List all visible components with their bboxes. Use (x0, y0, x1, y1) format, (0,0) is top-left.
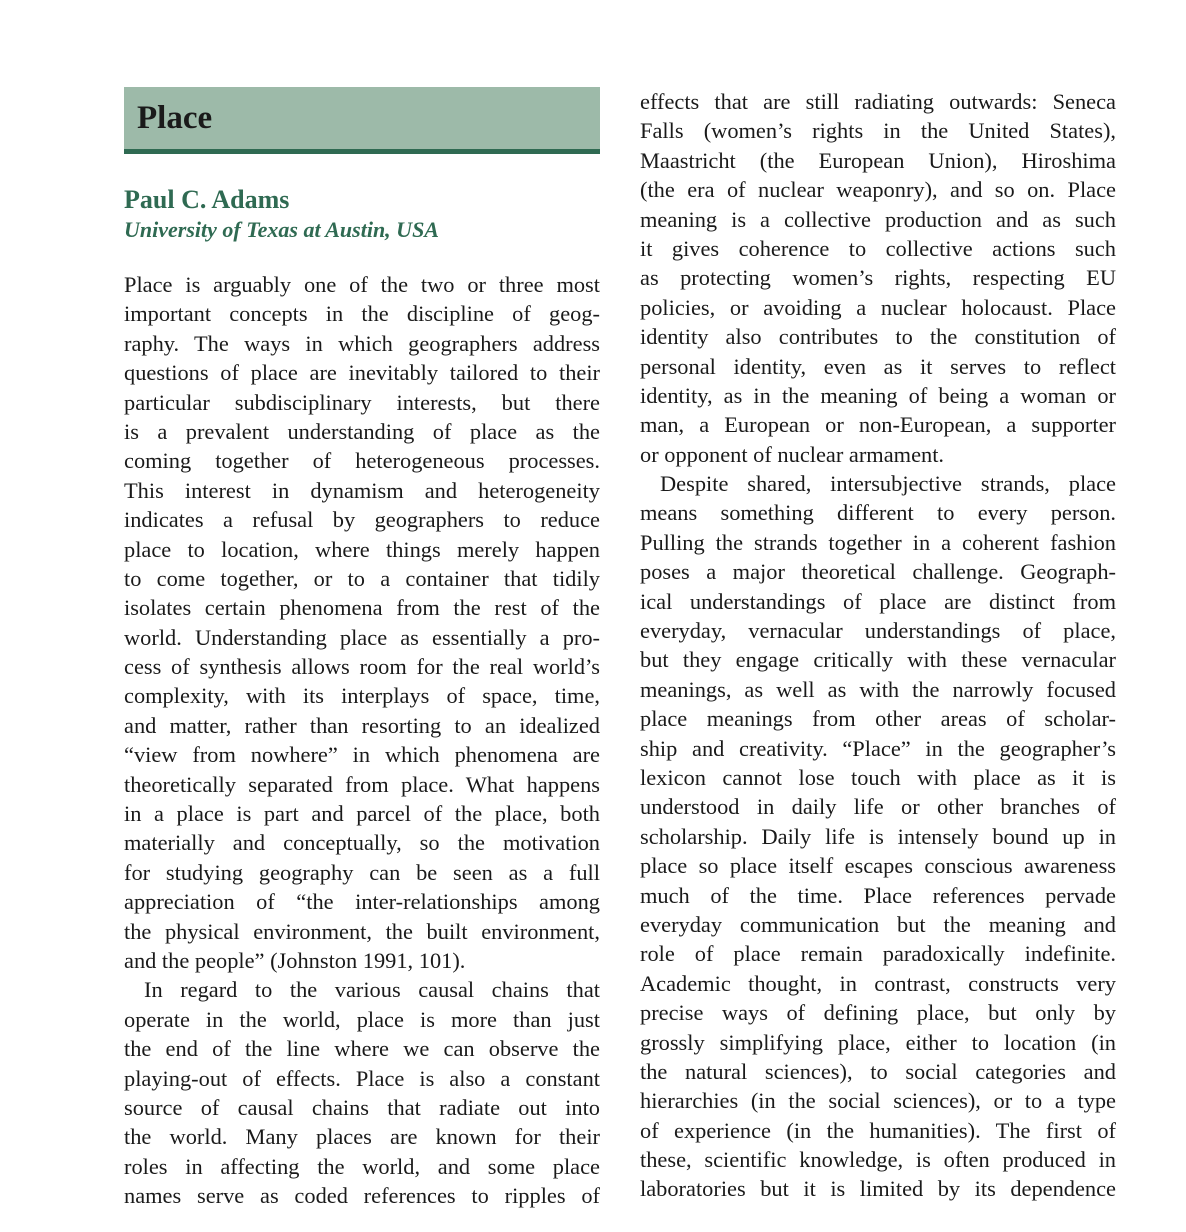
text-line: lexicon cannot lose touch with place as it is (640, 764, 1116, 790)
text-line: particular subdisciplinary interests, but there (124, 389, 600, 415)
text-line: (the era of nuclear weaponry), and so on. Place (640, 177, 1116, 203)
text-line: grossly simplifying place, either to location (in (640, 1029, 1116, 1055)
text-line: Despite shared, intersubjective strands, place (660, 471, 1116, 497)
author-affiliation: University of Texas at Austin, USA (124, 217, 439, 242)
text-line: cess of synthesis allows room for the real world’s (124, 654, 600, 680)
text-line: man, a European or non-European, a supporter (640, 412, 1116, 438)
text-line: in a place is part and parcel of the place, both (124, 801, 600, 827)
text-line: policies, or avoiding a nuclear holocaust. Place (640, 294, 1116, 320)
text-line: everyday, vernacular understandings of place, (640, 618, 1116, 644)
text-line: Pulling the strands together in a coherent fashion (640, 529, 1116, 555)
text-line: role of place remain paradoxically indefinite. (640, 941, 1116, 967)
text-line: for studying geography can be seen as a full (124, 859, 600, 885)
text-line: source of causal chains that radiate out into (124, 1094, 600, 1120)
text-line: precise ways of defining place, but only by (640, 1000, 1116, 1026)
text-line: means something different to every person. (640, 500, 1116, 526)
text-line: the end of the line where we can observe the (124, 1036, 600, 1062)
text-line: ical understandings of place are distinct from (640, 588, 1116, 614)
text-line: everyday communication but the meaning and (640, 911, 1116, 937)
text-line: effects that are still radiating outwards: Seneca (640, 89, 1116, 114)
text-line: Academic thought, in contrast, constructs very (640, 970, 1116, 996)
text-line: place so place itself escapes conscious awareness (640, 853, 1116, 879)
text-line: or opponent of nuclear armament. (640, 441, 945, 467)
text-line: the world. Many places are known for their (124, 1124, 600, 1150)
text-line: “view from nowhere” in which phenomena are (124, 742, 600, 768)
text-line: the physical environment, the built environment, (124, 918, 600, 944)
text-line: playing-out of effects. Place is also a constant (124, 1065, 600, 1091)
text-line: the natural sciences), to social categories and (640, 1058, 1116, 1084)
text-line: ship and creativity. “Place” in the geographer’s (640, 735, 1116, 761)
text-line: Maastricht (the European Union), Hiroshima (640, 147, 1116, 173)
text-line: scholarship. Daily life is intensely bound up in (640, 823, 1116, 849)
text-line: roles in affecting the world, and some place (124, 1153, 600, 1179)
text-line: identity, as in the meaning of being a woman or (640, 382, 1116, 408)
text-line: and matter, rather than resorting to an idealized (124, 712, 600, 738)
text-line: much of the time. Place references pervade (640, 882, 1116, 908)
text-line: to come together, or to a container that tidily (124, 565, 600, 591)
text-line: complexity, with its interplays of space, time, (124, 683, 600, 709)
text-line: of experience (in the humanities). The first of (640, 1117, 1116, 1143)
text-line: it gives coherence to collective actions such (640, 235, 1116, 261)
text-line: laboratories but it is limited by its dependence (640, 1176, 1116, 1202)
text-line: This interest in dynamism and heterogeneity (124, 477, 600, 503)
text-line: isolates certain phenomena from the rest of the (124, 595, 600, 621)
text-line: these, scientific knowledge, is often produced in (640, 1147, 1116, 1173)
text-line: hierarchies (in the social sciences), or to a type (640, 1088, 1116, 1114)
text-line: appreciation of “the inter-relationships among (124, 889, 600, 915)
text-line: as protecting women’s rights, respecting EU (640, 265, 1116, 291)
text-line: meaning is a collective production and as such (640, 206, 1116, 232)
text-line: questions of place are inevitably tailored to their (124, 360, 600, 386)
text-line: and the people” (Johnston 1991, 101). (124, 947, 466, 973)
text-line: but they engage critically with these vernacular (640, 647, 1116, 673)
text-line: place meanings from other areas of scholar- (640, 706, 1116, 732)
text-line: personal identity, even as it serves to reflect (640, 353, 1116, 379)
text-line: identity also contributes to the constitution of (640, 324, 1116, 350)
title-bar (124, 87, 600, 154)
text-line: theoretically separated from place. What happens (124, 771, 600, 797)
right-column (640, 87, 1116, 1204)
text-line: operate in the world, place is more than just (124, 1006, 600, 1032)
text-line: In regard to the various causal chains that (144, 977, 600, 1003)
author-name: Paul C. Adams (124, 185, 290, 214)
text-line: raphy. The ways in which geographers address (124, 330, 600, 356)
text-line: place to location, where things merely happen (124, 536, 600, 562)
text-line: world. Understanding place as essentially a pro- (124, 624, 600, 650)
text-line: indicates a refusal by geographers to reduce (124, 507, 600, 533)
page-title: Place (137, 100, 213, 136)
text-line: names serve as coded references to ripples of (124, 1183, 600, 1209)
left-column (124, 270, 600, 1211)
text-line: is a prevalent understanding of place as the (124, 418, 600, 444)
text-line: Place is arguably one of the two or three most (124, 272, 600, 297)
text-line: Falls (women’s rights in the United States), (640, 118, 1116, 144)
text-line: materially and conceptually, so the motivation (124, 830, 600, 856)
text-line: understood in daily life or other branches of (640, 794, 1116, 820)
text-line: important concepts in the discipline of geog- (124, 301, 600, 327)
text-line: meanings, as well as with the narrowly focused (640, 676, 1116, 702)
text-line: poses a major theoretical challenge. Geograph- (640, 559, 1116, 585)
text-line: coming together of heterogeneous processes. (124, 448, 600, 474)
